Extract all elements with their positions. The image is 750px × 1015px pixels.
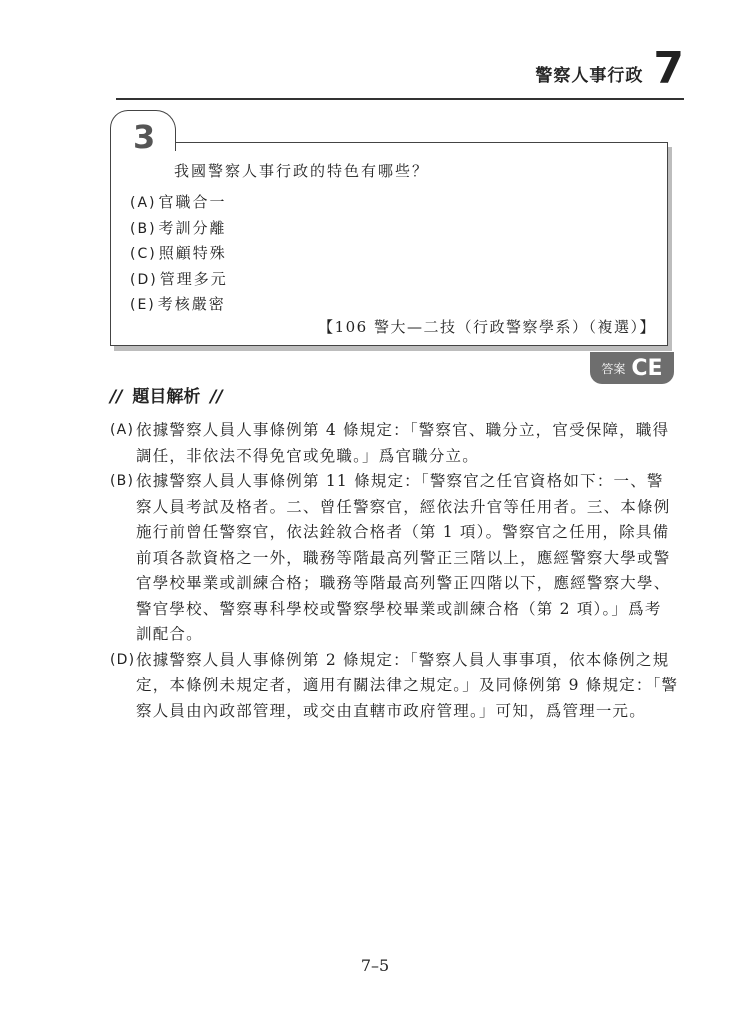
heading-slash-left: // xyxy=(110,387,123,407)
paragraph-line: 依據警察人員人事條例第 11 條規定：「警察官之任官資格如下：一、警 xyxy=(136,472,664,490)
answer-value: CE xyxy=(631,355,663,381)
analysis-paragraph-d xyxy=(110,648,679,725)
option-text: 考核嚴密 xyxy=(157,295,226,313)
analysis-paragraph-a xyxy=(110,418,675,469)
paragraph-line: 施行前曾任警察官，依法銓敘合格者（第 1 項）。警察官之任用，除具備 xyxy=(136,523,670,541)
chapter-number: 7 xyxy=(653,43,684,94)
question-number: 3 xyxy=(133,118,156,156)
option-letter: (A) xyxy=(130,195,157,211)
answer-badge xyxy=(590,352,674,384)
question-text: 我國警察人事行政的特色有哪些？ xyxy=(174,162,430,180)
paragraph-line: 警官學校、警察專科學校或警察學校畢業或訓練合格（第 2 項）。」爲考 xyxy=(136,599,662,618)
chapter-title: 警察人事行政 xyxy=(535,66,644,86)
paragraph-line: 定，本條例未規定者，適用有關法律之規定。」及同條例第 9 條規定：「警 xyxy=(136,676,679,694)
paragraph-line: 依據警察人員人事條例第 2 條規定：「警察人員人事事項，依本條例之規 xyxy=(136,650,670,669)
option-list xyxy=(130,190,228,318)
paragraph-line: 依據警察人員人事條例第 4 條規定：「警察官、職分立，官受保障，職得 xyxy=(136,421,670,439)
option-letter: (C) xyxy=(130,246,157,262)
option-letter: (B) xyxy=(130,220,157,237)
paragraph-line: 察人員考試及格者。二、曾任警察官，經依法升官等任用者。三、本條例 xyxy=(136,497,671,516)
heading-slash-right: // xyxy=(210,387,223,407)
paragraph-line: 前項各款資格之一外，職務等階最高列警正三階以上，應經警察大學或警 xyxy=(136,548,671,567)
paragraph-line: 訓配合。 xyxy=(136,625,203,643)
paragraph-label: (B) xyxy=(110,473,135,489)
option-c xyxy=(130,241,228,267)
option-text: 管理多元 xyxy=(159,269,228,288)
option-letter: (E) xyxy=(130,297,156,313)
question-source: 【106 警大—二技（行政警察學系）（複選）】 xyxy=(318,318,656,336)
running-header xyxy=(535,43,684,94)
option-b xyxy=(130,216,228,242)
option-a xyxy=(130,190,228,216)
analysis-body xyxy=(110,418,679,724)
analysis-title: 題目解析 xyxy=(132,387,201,407)
page-number: 7–5 xyxy=(360,956,390,975)
paragraph-line: 官學校畢業或訓練合格；職務等階最高列警正四階以下，應經警察大學、 xyxy=(136,574,671,592)
option-text: 照顧特殊 xyxy=(158,244,227,262)
option-text: 考訓分離 xyxy=(158,218,227,237)
paragraph-label: (D) xyxy=(110,651,136,668)
paragraph-line: 察人員由內政部管理，或交由直轄市政府管理。」可知，爲管理一元。 xyxy=(136,701,646,720)
option-e xyxy=(130,292,228,318)
answer-label: 答案 xyxy=(601,361,626,376)
option-letter: (D) xyxy=(130,271,158,288)
paragraph-label: (A) xyxy=(110,422,135,438)
paragraph-line: 調任，非依法不得免官或免職。」爲官職分立。 xyxy=(136,446,479,465)
analysis-heading xyxy=(110,382,223,407)
header-rule xyxy=(116,98,684,100)
analysis-paragraph-b xyxy=(110,469,675,648)
option-text: 官職合一 xyxy=(158,193,227,211)
option-d xyxy=(130,267,228,293)
